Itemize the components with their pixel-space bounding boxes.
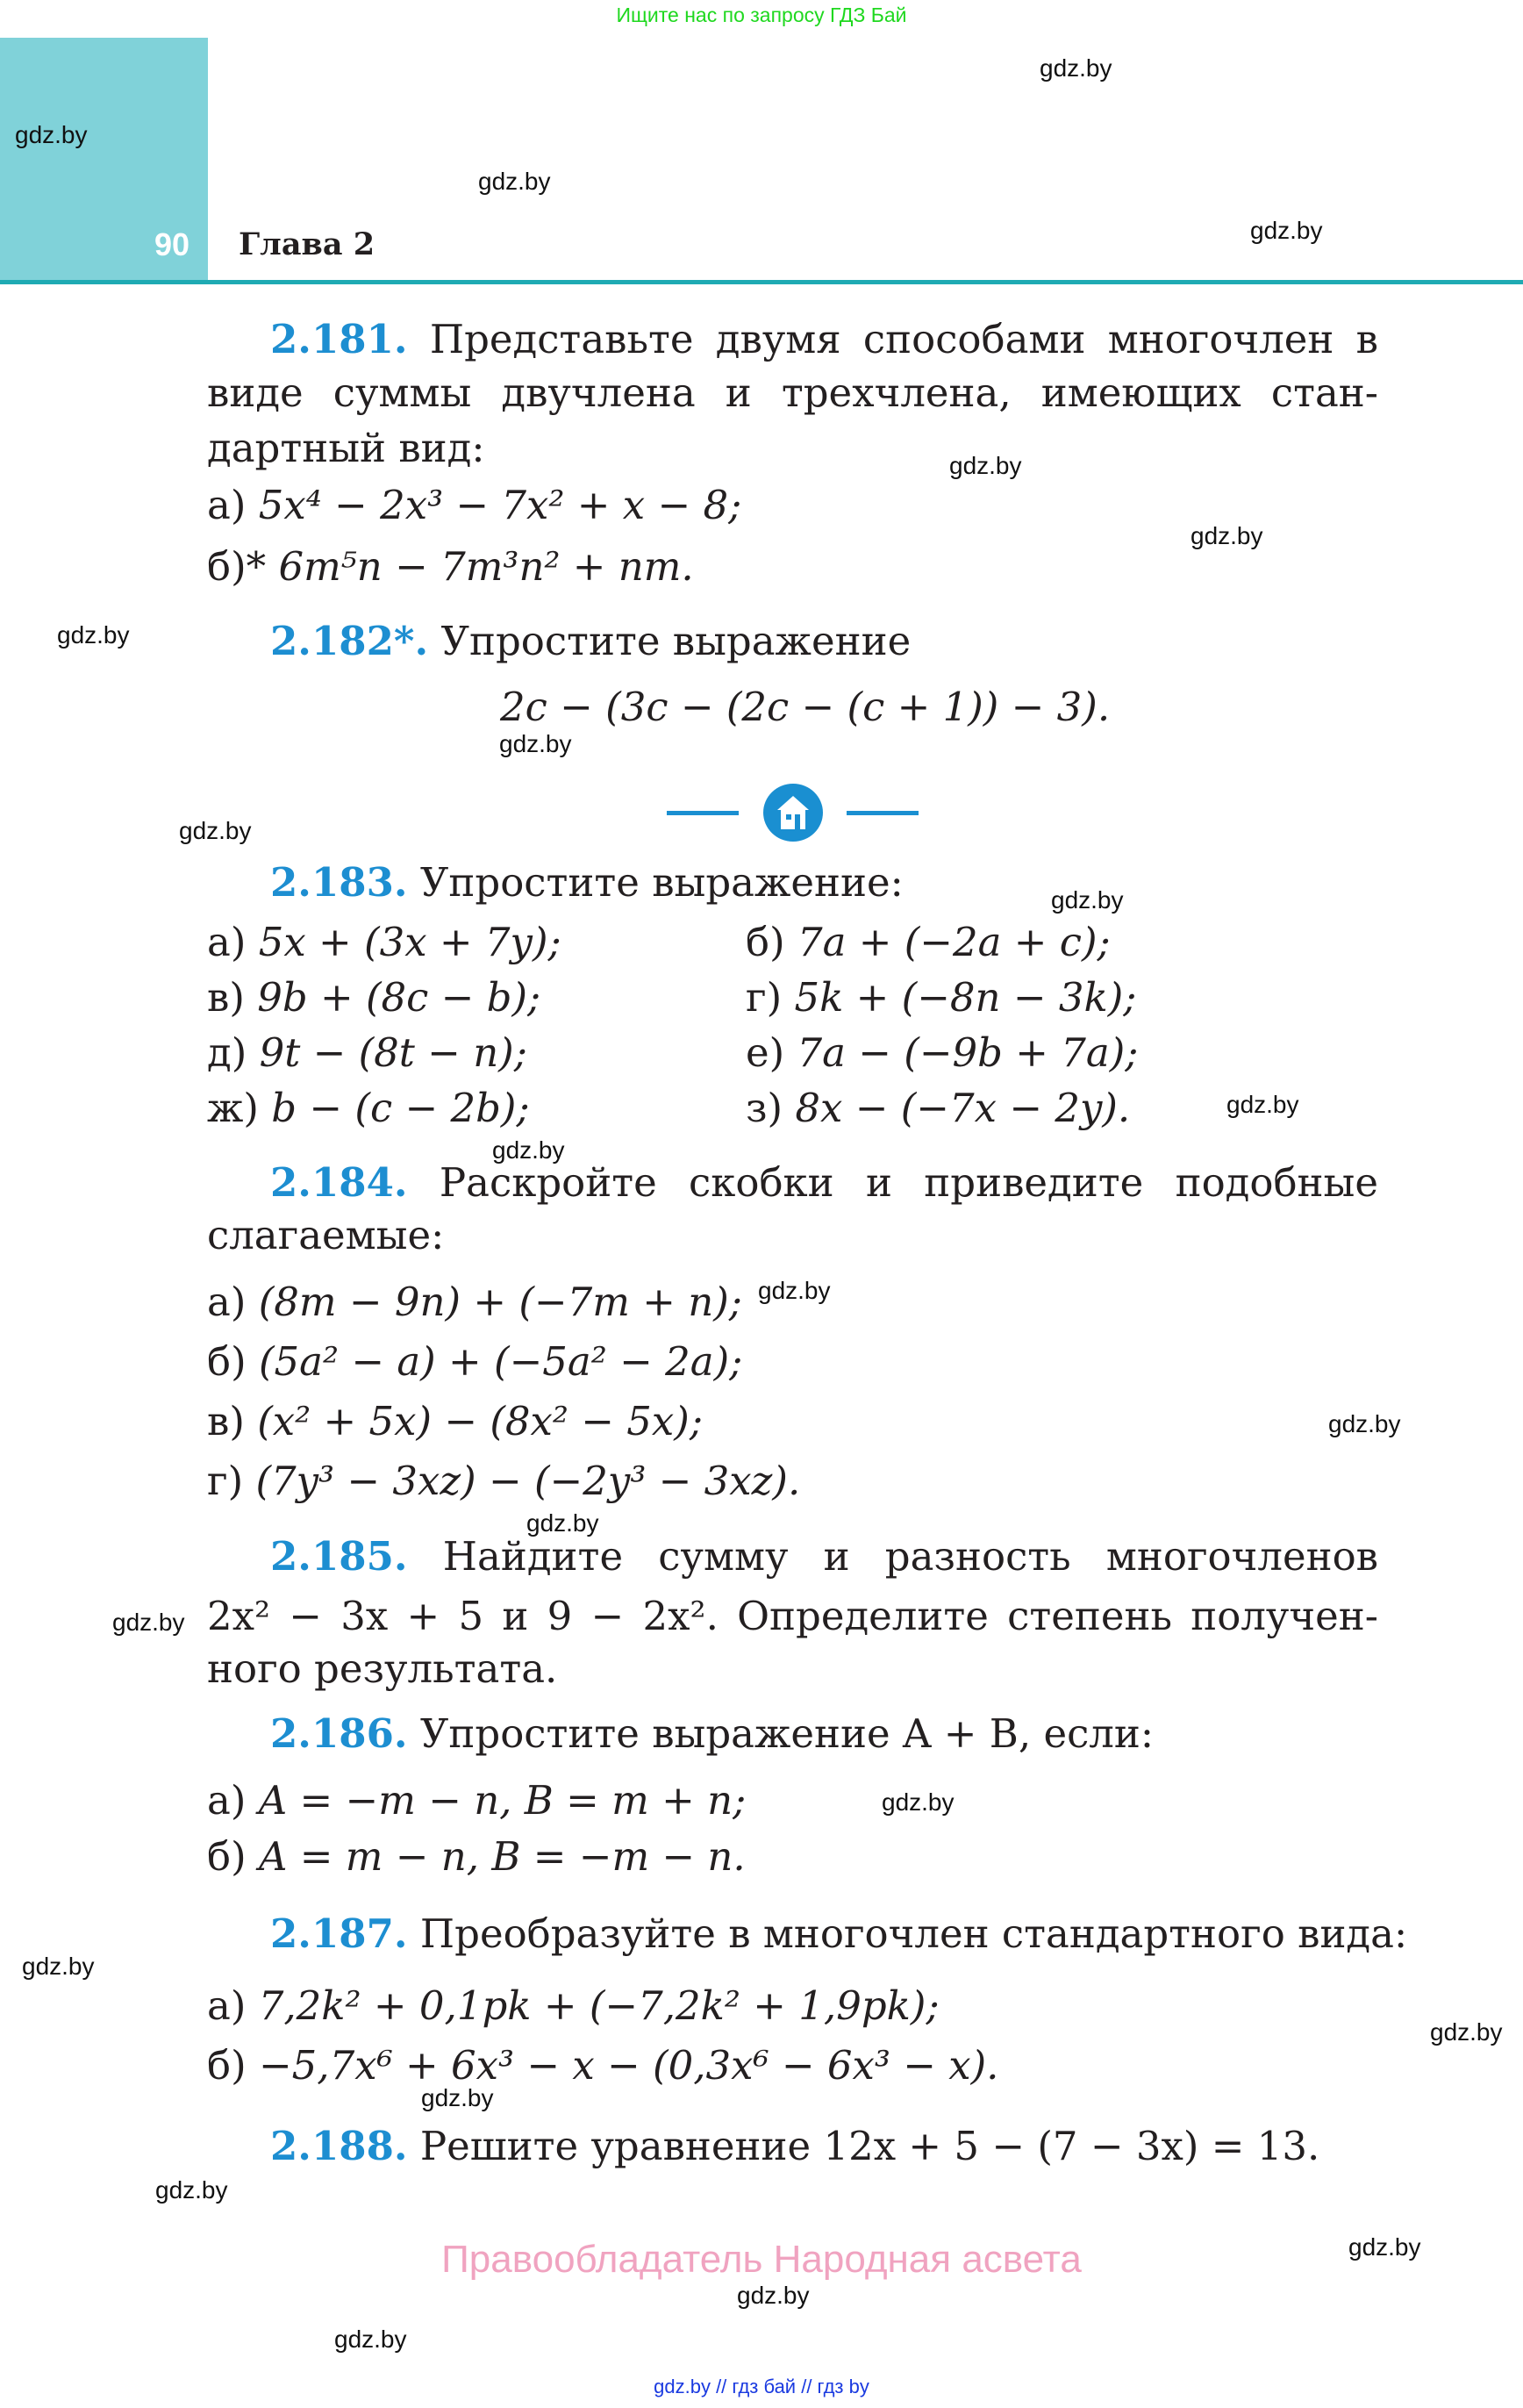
problem-text: Найдите сумму и разность многочленов: [442, 1533, 1378, 1580]
copyright-notice: Правообладатель Народная асвета: [441, 2238, 1082, 2281]
chapter-title: Глава 2: [239, 226, 375, 262]
problem-2-182-expression: [500, 683, 1523, 732]
problem-2-184-item-b: [207, 1337, 1378, 1387]
watermark: gdz.by: [737, 2282, 810, 2309]
math-expression: −5,7x⁶ + 6x³ − x − (0,3x⁶ − 6x³ − x).: [258, 2042, 999, 2089]
top-banner: Ищите нас по запросу ГДЗ Бай: [616, 4, 907, 26]
item-label: а): [207, 1777, 247, 1824]
math-expression: (x² + 5x) − (8x² − 5x);: [257, 1398, 704, 1444]
page-number: 90: [154, 226, 189, 262]
problem-2-187: [207, 1910, 1408, 1959]
watermark: gdz.by: [1051, 886, 1124, 914]
problem-2-183-item-b: [746, 918, 1523, 967]
item-label: б): [207, 1338, 247, 1385]
item-label: б): [207, 2042, 247, 2089]
watermark: gdz.by: [334, 2326, 407, 2353]
item-label: ж): [207, 1085, 259, 1131]
watermark: gdz.by: [949, 452, 1022, 479]
math-expression: (5a² − a) + (−5a² − 2a);: [258, 1338, 743, 1385]
item-label: з): [746, 1085, 783, 1131]
problem-2-188: [207, 2122, 1378, 2171]
problem-text: Представьте двумя способами многочлен в: [429, 316, 1378, 362]
watermark: gdz.by: [112, 1609, 185, 1636]
math-expression: (8m − 9n) + (−7m + n);: [258, 1279, 742, 1325]
item-label: г): [207, 1458, 244, 1504]
math-expression: 6m⁵n − 7m³n² + nm.: [278, 543, 694, 590]
problem-text: Преобразуйте в многочлен стандартного вида:: [419, 1910, 1408, 1957]
math-expression: 9b + (8c − b);: [257, 974, 541, 1021]
problem-2-184-item-v: [207, 1397, 1378, 1446]
problem-2-181-line-3: дартный вид:: [207, 425, 485, 471]
watermark: gdz.by: [1040, 54, 1112, 82]
problem-2-186-item-b: [207, 1832, 1378, 1881]
problem-2-183: [207, 858, 1378, 907]
problem-2-181-line-1: [207, 315, 1378, 364]
item-label: а): [207, 1982, 247, 2029]
problem-2-184-item-g: [207, 1457, 1378, 1506]
math-expression: 5x + (3x + 7y);: [258, 919, 561, 965]
problem-2-185-line-3: ного результата.: [207, 1645, 558, 1692]
problem-number: 2.183.: [270, 859, 408, 906]
problem-2-182: [207, 617, 1378, 666]
problem-2-185-line-2: 2x² − 3x + 5 и 9 − 2x². Определите степень получен-: [207, 1593, 1378, 1639]
problem-number: 2.182*.: [270, 618, 429, 664]
problem-number: 2.187.: [270, 1910, 408, 1957]
problem-2-184-line-2: слагаемые:: [207, 1212, 445, 1258]
problem-number: 2.188.: [270, 2123, 408, 2169]
math-expression: b − (c − 2b);: [271, 1085, 530, 1131]
problem-text: Упростите выражение: [440, 618, 912, 664]
problem-2-187-item-a: [207, 1982, 1378, 2031]
problem-2-183-item-e: [746, 1028, 1523, 1078]
watermark: gdz.by: [1250, 217, 1323, 244]
watermark: gdz.by: [1348, 2233, 1421, 2261]
watermark: gdz.by: [22, 1953, 95, 1980]
math-expression: 9t − (8t − n);: [259, 1029, 527, 1076]
problem-2-183-item-z: [746, 1084, 1523, 1133]
watermark: gdz.by: [421, 2084, 494, 2111]
home-icon: [763, 784, 823, 842]
divider-line-left: [667, 811, 739, 815]
math-expression: 7a − (−9b + 7a);: [797, 1029, 1139, 1076]
watermark: gdz.by: [526, 1509, 599, 1537]
problem-number: 2.184.: [270, 1159, 408, 1206]
item-label: а): [207, 482, 247, 528]
watermark: gdz.by: [499, 730, 572, 757]
watermark: gdz.by: [882, 1788, 955, 1816]
watermark: gdz.by: [15, 121, 88, 148]
problem-number: 2.186.: [270, 1710, 408, 1757]
watermark: gdz.by: [478, 168, 551, 195]
watermark: gdz.by: [1191, 522, 1263, 549]
watermark: gdz.by: [492, 1136, 565, 1164]
problem-number: 2.185.: [270, 1533, 408, 1580]
item-label: а): [207, 1279, 247, 1325]
problem-2-181-line-2: виде суммы двучлена и трехчлена, имеющих стан-: [207, 369, 1378, 416]
math-expression: 2c − (3c − (2c − (c + 1)) − 3).: [500, 684, 1111, 730]
math-expression: A = m − n, B = −m − n.: [258, 1833, 746, 1880]
problem-2-186: [207, 1709, 1378, 1759]
math-expression: (7y³ − 3xz) − (−2y³ − 3xz).: [255, 1458, 801, 1504]
problem-text: Упростите выражение:: [419, 859, 904, 906]
item-label: б): [207, 1833, 247, 1880]
watermark: gdz.by: [1226, 1091, 1299, 1118]
item-label: б)*: [207, 543, 267, 590]
math-expression: 5x⁴ − 2x³ − 7x² + x − 8;: [258, 482, 742, 528]
watermark: gdz.by: [758, 1277, 831, 1304]
watermark: gdz.by: [1328, 1410, 1401, 1437]
homework-divider: [667, 784, 921, 842]
divider-line-right: [847, 811, 919, 815]
item-label: б): [746, 919, 785, 965]
math-expression: 5k + (−8n − 3k);: [794, 974, 1137, 1021]
math-expression: 7,2k² + 0,1pk + (−7,2k² + 1,9pk);: [258, 1982, 940, 2029]
watermark: gdz.by: [179, 817, 252, 844]
problem-2-183-item-g: [746, 973, 1523, 1022]
watermark: gdz.by: [57, 621, 130, 649]
item-label: в): [207, 974, 245, 1021]
header-rule: [0, 280, 1523, 284]
problem-text: Раскройте скобки и приведите подобные: [439, 1159, 1378, 1206]
footer-links[interactable]: gdz.by // гдз бай // гдз by: [654, 2376, 869, 2397]
watermark: gdz.by: [155, 2176, 228, 2204]
item-label: е): [746, 1029, 785, 1076]
math-expression: A = −m − n, B = m + n;: [258, 1777, 747, 1824]
math-expression: 8x − (−7x − 2y).: [795, 1085, 1131, 1131]
problem-2-185-line-1: [207, 1532, 1378, 1581]
item-label: г): [746, 974, 783, 1021]
problem-text: Решите уравнение 12x + 5 − (7 − 3x) = 13.: [419, 2123, 1320, 2169]
item-label: в): [207, 1398, 245, 1444]
problem-2-186-item-a: [207, 1776, 1378, 1825]
problem-number: 2.181.: [270, 316, 408, 362]
item-label: а): [207, 919, 247, 965]
problem-2-187-item-b: [207, 2041, 1378, 2090]
problem-text: Упростите выражение A + B, если:: [419, 1710, 1155, 1757]
item-label: д): [207, 1029, 247, 1076]
problem-2-184-line-1: [207, 1158, 1378, 1208]
math-expression: 7a + (−2a + c);: [797, 919, 1111, 965]
watermark: gdz.by: [1430, 2018, 1503, 2046]
